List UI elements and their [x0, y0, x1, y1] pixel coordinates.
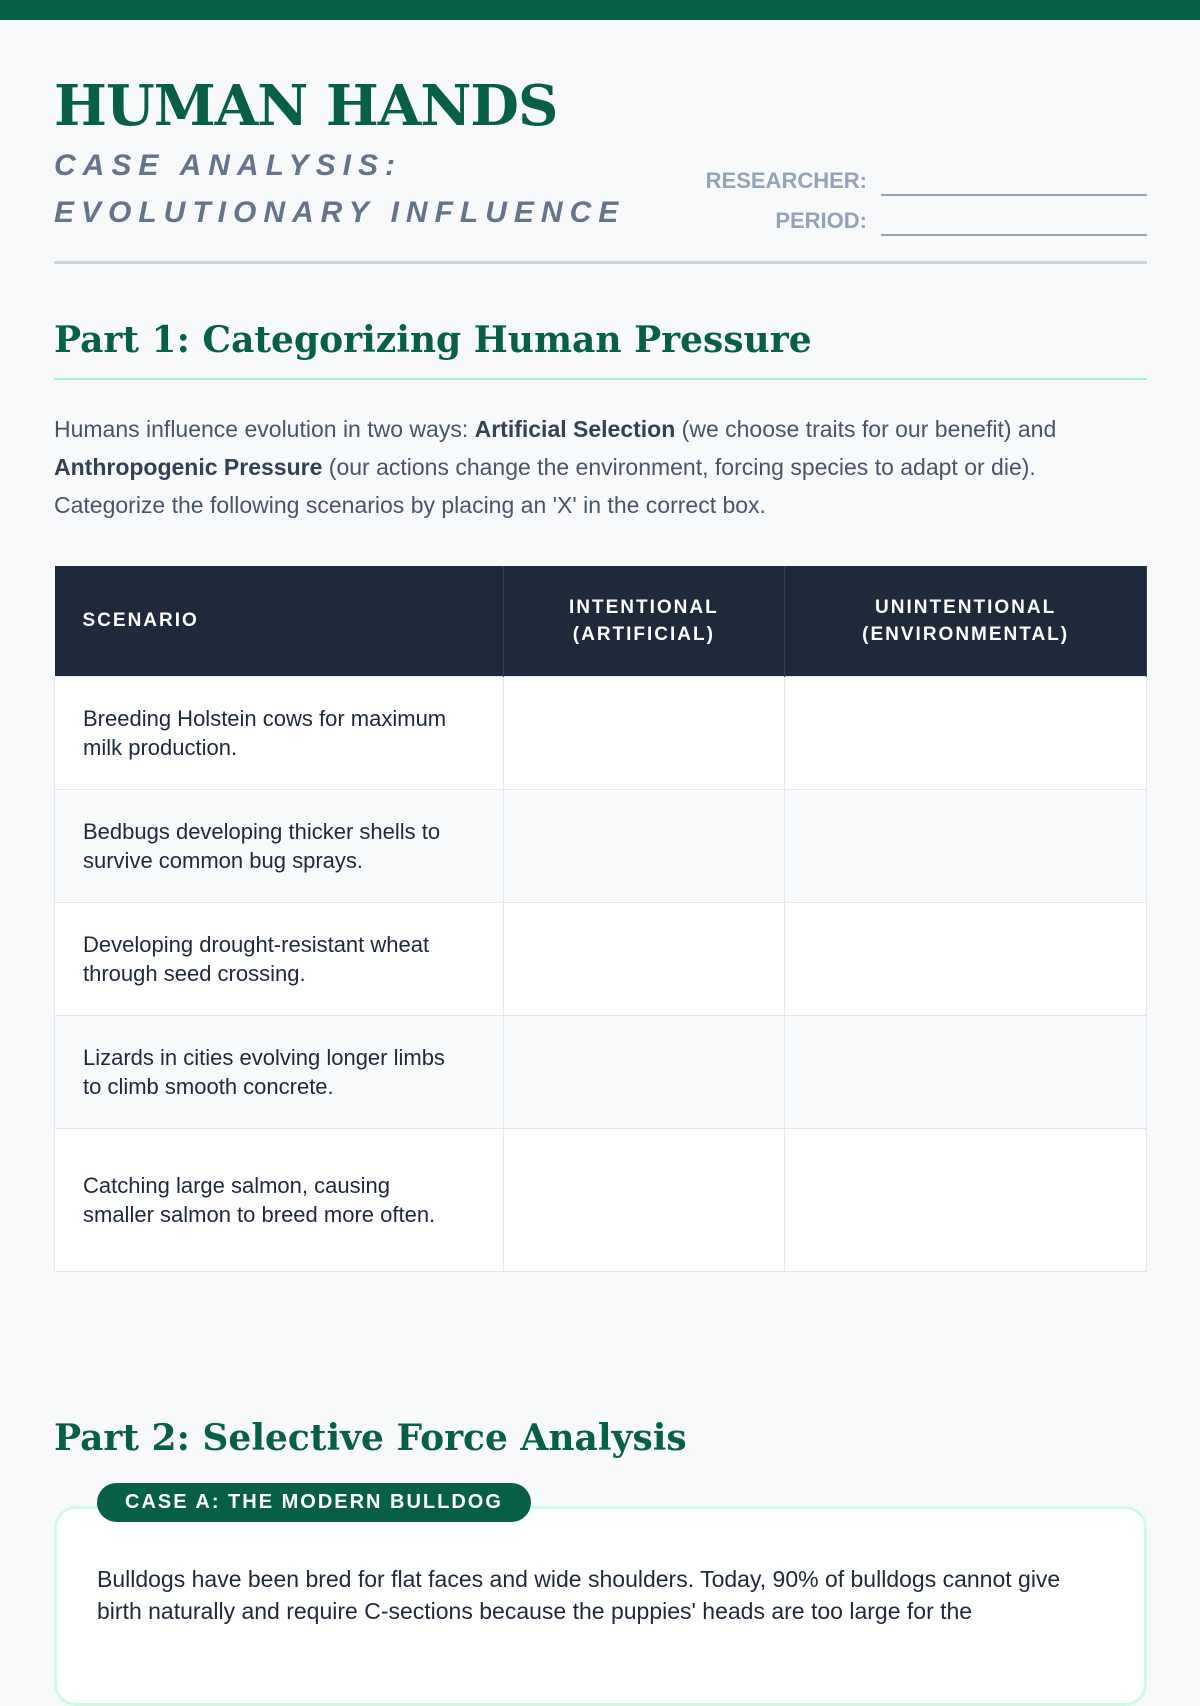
worksheet-header [54, 20, 1147, 264]
researcher-line[interactable] [881, 194, 1147, 196]
part1-title: Part 1: Categorizing Human Pressure [54, 322, 1147, 380]
intentional-answer-box[interactable] [503, 902, 785, 1015]
intentional-answer-box[interactable] [503, 1015, 785, 1128]
part1-intro [54, 410, 1147, 524]
table-row [55, 789, 1147, 902]
intentional-answer-box[interactable] [503, 676, 785, 789]
header-scenario: SCENARIO [55, 566, 504, 676]
header-intentional-line2: (ARTIFICIAL) [572, 623, 715, 645]
top-accent-bar [0, 0, 1200, 20]
table-row [55, 1128, 1147, 1271]
scenario-cell: Bedbugs developing thicker shells to survive common bug sprays. [55, 789, 504, 902]
scenario-cell: Catching large salmon, causing smaller salmon to breed more often. [55, 1128, 504, 1271]
scenario-cell: Developing drought-resistant wheat through seed crossing. [55, 902, 504, 1015]
header-unintentional [785, 566, 1147, 676]
period-field [697, 204, 1147, 236]
case-a-text: Bulldogs have been bred for flat faces and wide shoulders. Today, 90% of bulldogs cannot give birth naturally and require C-sections because the puppies' heads are too large for the [97, 1566, 1061, 1624]
intentional-answer-box[interactable] [503, 789, 785, 902]
unintentional-answer-box[interactable] [785, 1128, 1147, 1271]
period-label: PERIOD: [775, 208, 867, 233]
part2-title: Part 2: Selective Force Analysis [54, 1417, 687, 1459]
table-row [55, 902, 1147, 1015]
header-unintentional-line2: (ENVIRONMENTAL) [862, 623, 1070, 645]
period-line[interactable] [881, 234, 1147, 236]
unintentional-answer-box[interactable] [785, 676, 1147, 789]
table-header-row [55, 566, 1147, 676]
scenario-cell: Lizards in cities evolving longer limbs to climb smooth concrete. [55, 1015, 504, 1128]
intro-prefix: Humans influence evolution in two ways: [54, 416, 475, 442]
header-intentional [503, 566, 785, 676]
subtitle-line-1: CASE ANALYSIS: [54, 149, 403, 182]
worksheet-subtitle [54, 142, 625, 236]
researcher-field [697, 164, 1147, 196]
intro-term-artificial: Artificial Selection [474, 416, 676, 442]
intro-term-anthropogenic: Anthropogenic Pressure [54, 454, 323, 480]
case-a-label: CASE A: THE MODERN BULLDOG [97, 1483, 531, 1522]
header-unintentional-line1: UNINTENTIONAL [875, 596, 1057, 618]
intro-suffix: (our actions change the environment, forcing species to adapt or die). Categorize the following scenarios by placing an 'X' in the correct box. [54, 454, 1036, 518]
intentional-answer-box[interactable] [503, 1128, 785, 1271]
unintentional-answer-box[interactable] [785, 789, 1147, 902]
table-row [55, 676, 1147, 789]
table-row [55, 1015, 1147, 1128]
unintentional-answer-box[interactable] [785, 1015, 1147, 1128]
scenario-cell: Breeding Holstein cows for maximum milk production. [55, 676, 504, 789]
researcher-label: RESEARCHER: [705, 168, 867, 193]
intro-mid: (we choose traits for our benefit) and [675, 416, 1057, 442]
header-intentional-line1: INTENTIONAL [569, 596, 719, 618]
worksheet-page [54, 20, 1147, 1624]
worksheet-title: HUMAN HANDS [54, 73, 558, 139]
categorize-table [54, 566, 1147, 1272]
unintentional-answer-box[interactable] [785, 902, 1147, 1015]
subtitle-line-2: EVOLUTIONARY INFLUENCE [54, 196, 626, 229]
